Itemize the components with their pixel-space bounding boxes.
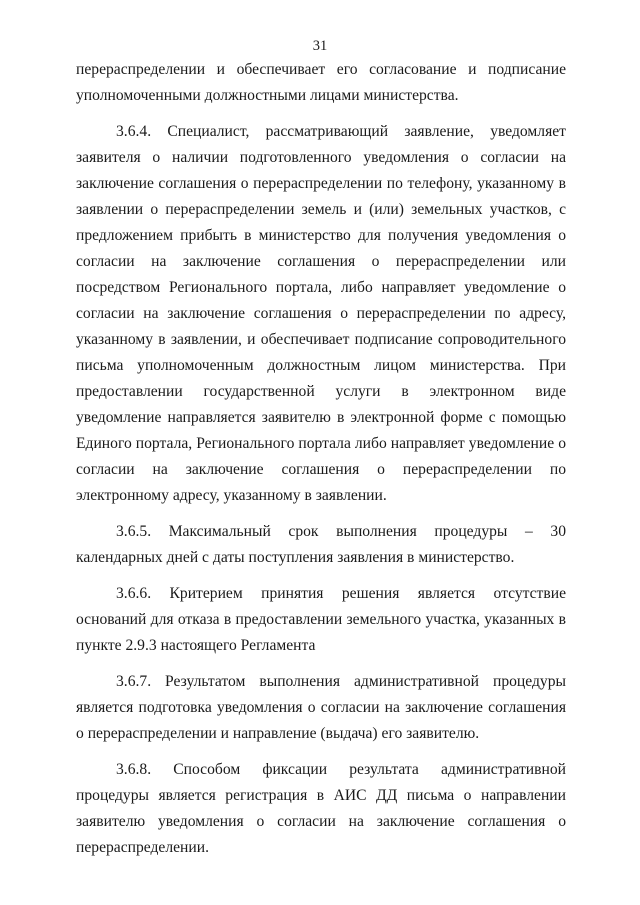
page-number: 31 bbox=[312, 38, 328, 54]
paragraph-3-6-8: 3.6.8. Способом фиксации результата административной процедуры является регистрация в АИС ДД письма о направлении заявителю уведомления о согласии на заключение соглашения о перераспределении. bbox=[76, 761, 566, 856]
paragraph-3-6-4: 3.6.4. Специалист, рассматривающий заявление, уведомляет заявителя о наличии подготовленного уведомления о согласии на заключение соглашения о перераспределении по телефону, указанному в заявлении о перераспределении земель и (или) земельных участков, с предложением прибыть в министерство для получения уведомления о согласии на заключение соглашения о перераспределении или посредством Регионального портала, либо направляет уведомление о согласии на заключение соглашения о перераспределении по адресу, указанному в заявлении, и обеспечивает подписание сопроводительного письма уполномоченным должностным лицом министерства. При предоставлении государственной услуги в электронном виде уведомление направляется заявителю в электронной форме с помощью Единого портала, Регионального портала либо направляет уведомление о согласии на заключение соглашения о перераспределении по электронному адресу, указанному в заявлении. bbox=[76, 123, 566, 504]
paragraph-continuation: перераспределении и обеспечивает его согласование и подписание уполномоченными должностными лицами министерства. bbox=[76, 61, 566, 104]
paragraph-3-6-7: 3.6.7. Результатом выполнения административной процедуры является подготовка уведомления о согласии на заключение соглашения о перераспределении и направление (выдача) его заявителю. bbox=[76, 673, 566, 742]
document-body bbox=[76, 57, 566, 871]
paragraph-3-6-6: 3.6.6. Критерием принятия решения является отсутствие оснований для отказа в предоставлении земельного участка, указанных в пункте 2.9.3 настоящего Регламента bbox=[76, 585, 566, 654]
paragraph-3-6-5: 3.6.5. Максимальный срок выполнения процедуры – 30 календарных дней с даты поступления заявления в министерство. bbox=[76, 523, 566, 566]
